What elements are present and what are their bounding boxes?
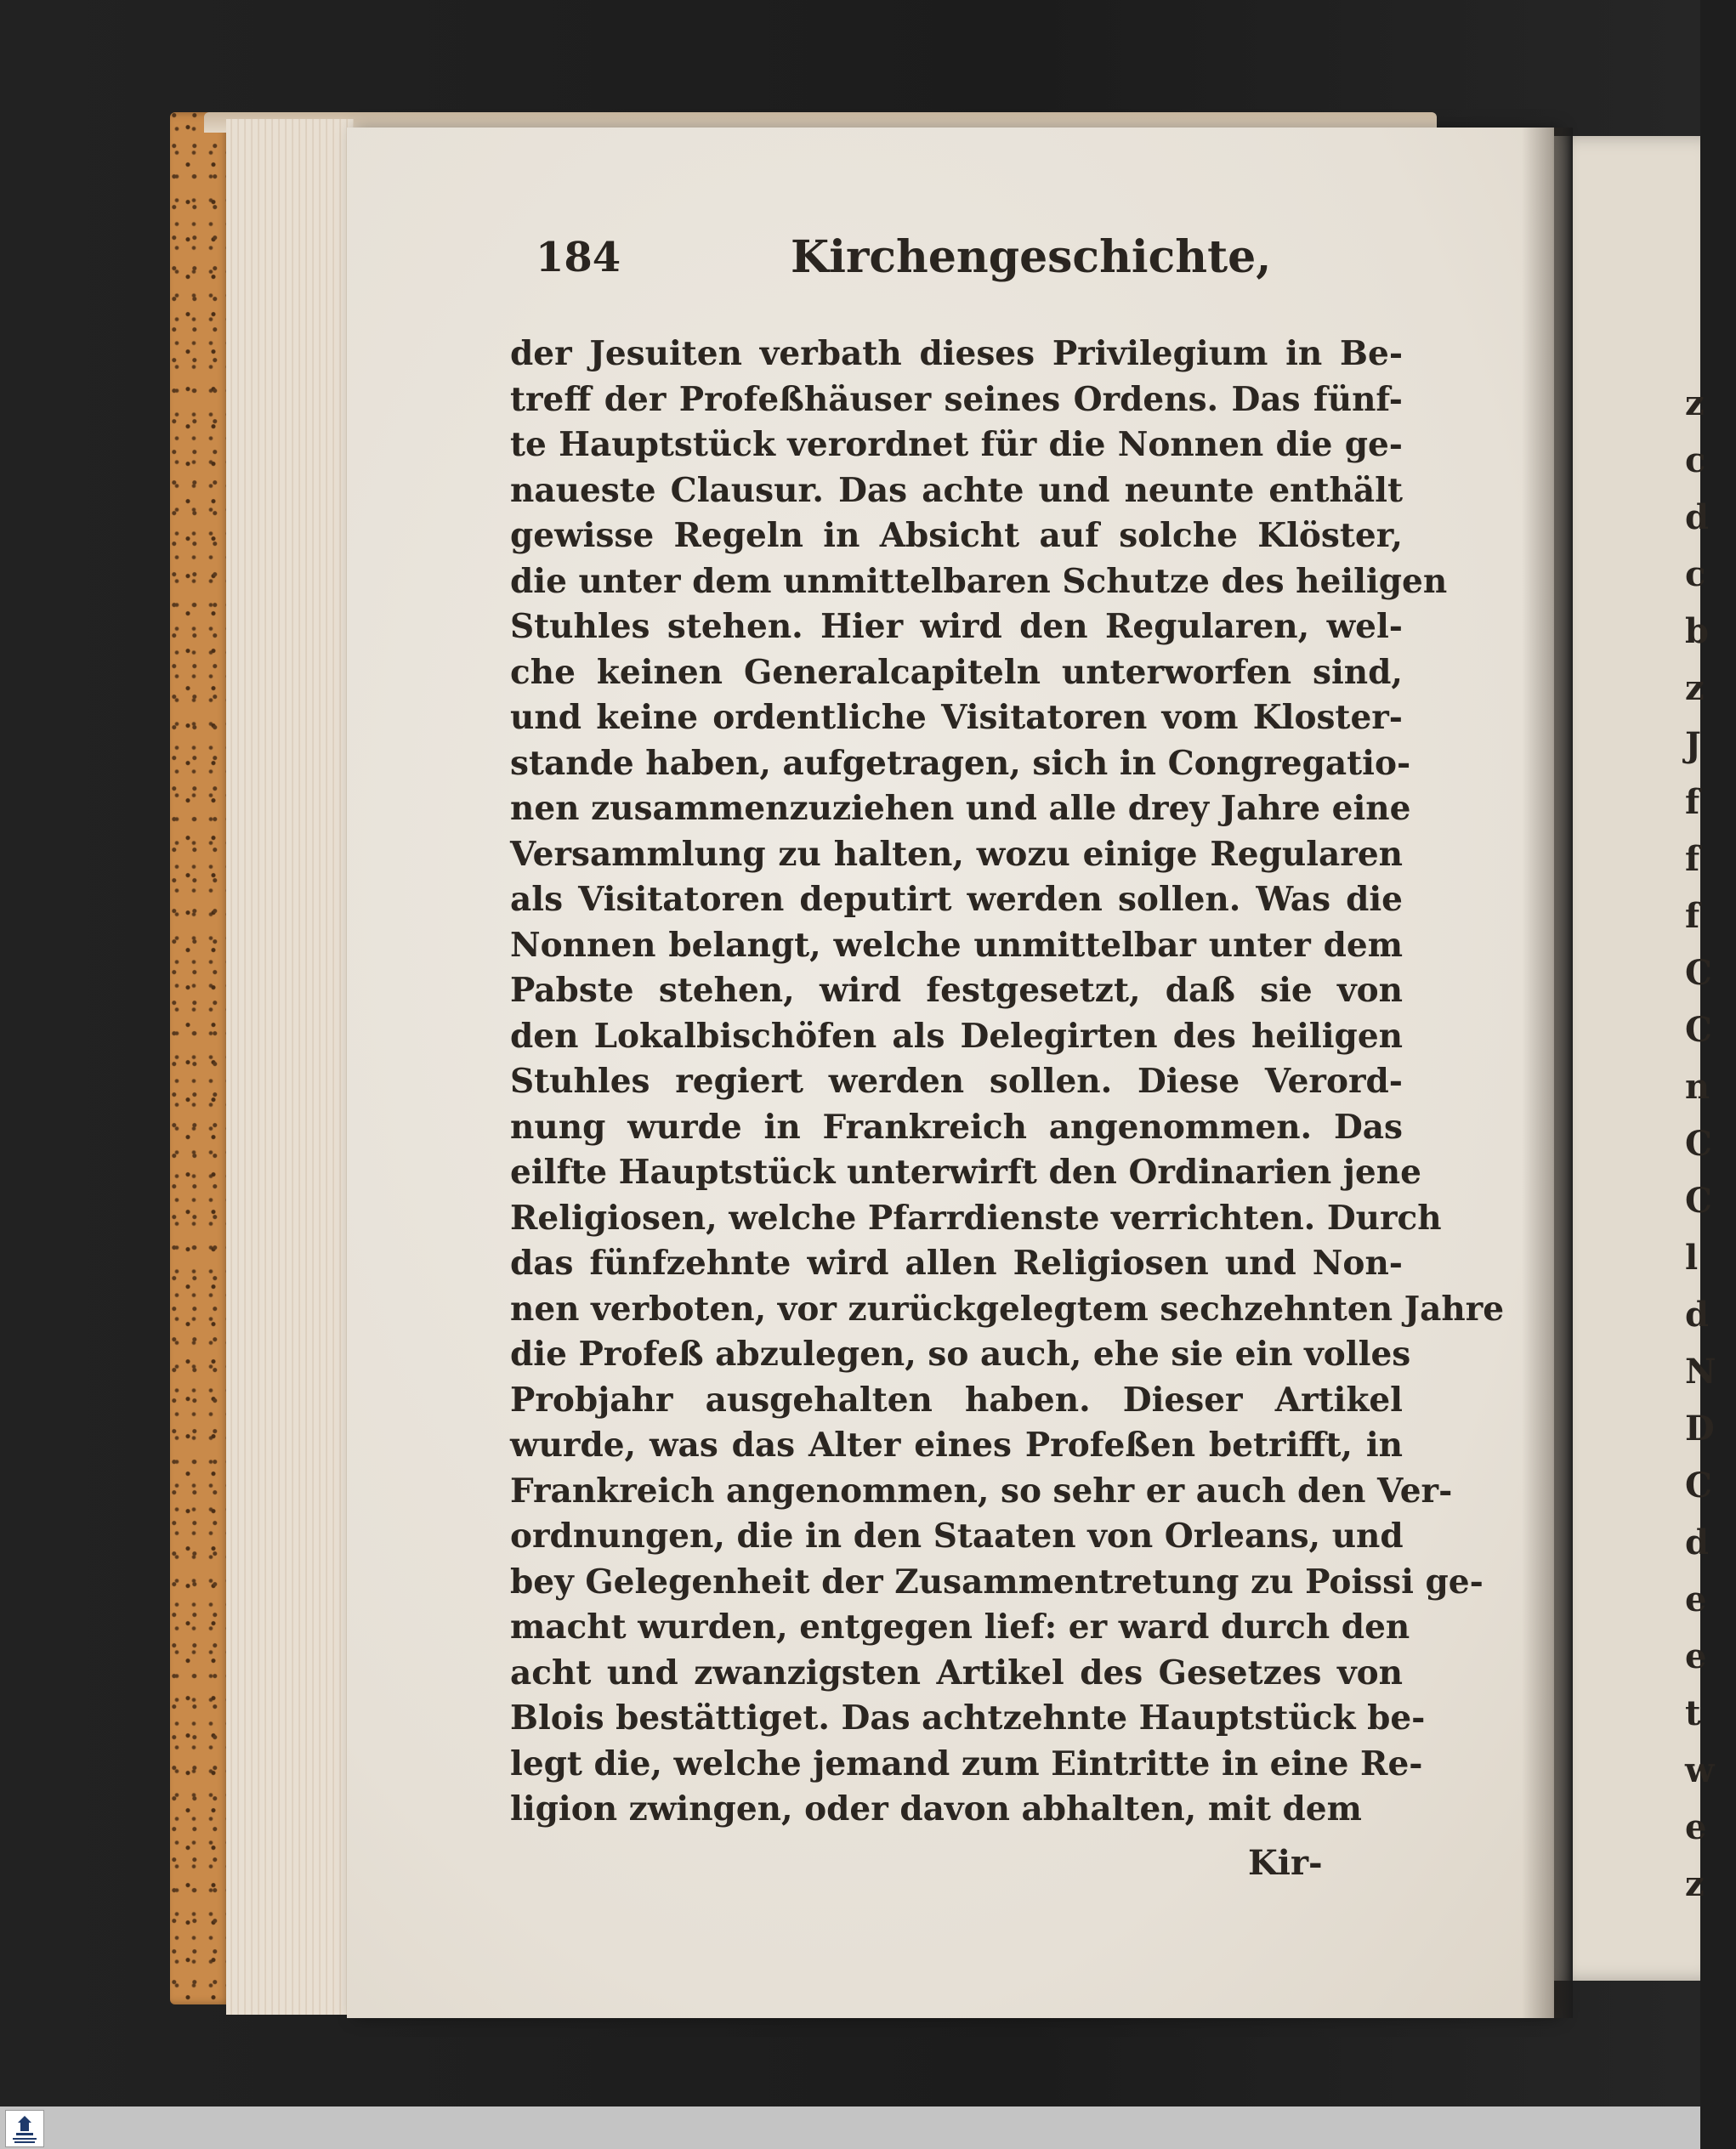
text-line: nung wurde in Frankreich angenommen. Das bbox=[510, 1107, 1403, 1147]
facing-page-fragment: l bbox=[1685, 1238, 1699, 1278]
text-line: Blois bestättiget. Das achtzehnte Hauptstück be- bbox=[510, 1698, 1426, 1738]
text-line: gewisse Regeln in Absicht auf solche Klöster, bbox=[510, 516, 1403, 555]
text-line: Stuhles regiert werden sollen. Diese Verord- bbox=[510, 1062, 1403, 1101]
text-line: che keinen Generalcapiteln unterworfen sind, bbox=[510, 652, 1403, 692]
text-line: acht und zwanzigsten Artikel des Gesetzes von bbox=[510, 1653, 1403, 1693]
text-line: ordnungen, die in den Staaten von Orleans, und bbox=[510, 1517, 1404, 1556]
facing-page-fragment: d bbox=[1685, 1522, 1709, 1562]
text-line: Pabste stehen, wird festgesetzt, daß sie von bbox=[510, 971, 1403, 1010]
text-line: te Hauptstück verordnet für die Nonnen die ge- bbox=[510, 425, 1403, 464]
text-line: treff der Profeßhäuser seines Ordens. Das fünf- bbox=[510, 379, 1403, 419]
facing-page-fragment: C bbox=[1685, 953, 1712, 993]
text-line: wurde, was das Alter eines Profeßen betrifft, in bbox=[510, 1426, 1403, 1465]
text-line: als Visitatoren deputirt werden sollen. Was die bbox=[510, 880, 1403, 919]
text-line: Religiosen, welche Pfarrdienste verrichten. Durch bbox=[510, 1198, 1442, 1238]
text-line: Probjahr ausgehalten haben. Dieser Artikel bbox=[510, 1380, 1403, 1420]
page-number: 184 bbox=[536, 234, 621, 281]
facing-page-fragment: c bbox=[1685, 440, 1706, 480]
text-line: nen zusammenzuziehen und alle drey Jahre eine bbox=[510, 789, 1411, 828]
facing-page-fragment: d bbox=[1685, 497, 1709, 537]
text-line: das fünfzehnte wird allen Religiosen und Non- bbox=[510, 1244, 1403, 1283]
text-line: die Profeß abzulegen, so auch, ehe sie ein volles bbox=[510, 1335, 1411, 1374]
body-text bbox=[510, 332, 1505, 1833]
text-line: Versammlung zu halten, wozu einige Regularen bbox=[510, 834, 1403, 874]
text-line: legt die, welche jemand zum Eintritte in eine Re- bbox=[510, 1744, 1423, 1783]
text-line: ligion zwingen, oder davon abhalten, mit dem bbox=[510, 1789, 1362, 1829]
facing-page-fragment: d bbox=[1685, 1295, 1709, 1335]
text-line: bey Gelegenheit der Zusammentretung zu Poissi ge- bbox=[510, 1562, 1484, 1602]
facing-page-fragment: C bbox=[1685, 1181, 1712, 1221]
text-line: den Lokalbischöfen als Delegirten des heiligen bbox=[510, 1016, 1403, 1056]
facing-page-fragment: t bbox=[1685, 1693, 1701, 1733]
text-line: eilfte Hauptstück unterwirft den Ordinarien jene bbox=[510, 1153, 1421, 1192]
facing-page-fragment: b bbox=[1685, 611, 1709, 651]
facing-page-fragment: w bbox=[1685, 1750, 1715, 1790]
viewer-bottom-bar bbox=[0, 2106, 1700, 2149]
facing-page-fragment: D bbox=[1685, 1409, 1715, 1449]
facing-page-fragment: f bbox=[1685, 896, 1700, 936]
facing-page-fragment: J bbox=[1685, 725, 1701, 765]
text-line: nen verboten, vor zurückgelegtem sechzehnten Jahre bbox=[510, 1289, 1505, 1329]
facing-page-fragment: c bbox=[1685, 554, 1706, 594]
text-line: stande haben, aufgetragen, sich in Congregatio- bbox=[510, 743, 1411, 783]
facing-page-fragment: e bbox=[1685, 1579, 1707, 1619]
facing-page-fragment: e bbox=[1685, 1807, 1707, 1847]
text-line: der Jesuiten verbath dieses Privilegium in Be- bbox=[510, 334, 1403, 373]
text-line: Stuhles stehen. Hier wird den Regularen, wel- bbox=[510, 607, 1403, 646]
catchword: Kir- bbox=[1248, 1843, 1323, 1883]
facing-page-fragment: C bbox=[1685, 1010, 1712, 1050]
text-line: macht wurden, entgegen lief: er ward durch den bbox=[510, 1607, 1410, 1647]
facing-page-fragment: f bbox=[1685, 782, 1700, 822]
text-line: Frankreich angenommen, so sehr er auch den Ver- bbox=[510, 1471, 1453, 1511]
facing-page-fragment: N bbox=[1685, 1352, 1716, 1392]
facing-page-fragment: C bbox=[1685, 1124, 1712, 1164]
text-line: die unter dem unmittelbaren Schutze des heiligen bbox=[510, 561, 1448, 601]
facing-page-fragment: C bbox=[1685, 1466, 1712, 1505]
facing-page-fragment: z bbox=[1685, 1864, 1705, 1904]
facing-page-fragment: z bbox=[1685, 383, 1705, 423]
facing-page-fragment: e bbox=[1685, 1636, 1707, 1676]
text-line: und keine ordentliche Visitatoren vom Kloster- bbox=[510, 698, 1403, 737]
text-line: naueste Clausur. Das achte und neunte enthält bbox=[510, 470, 1403, 510]
page-gutter bbox=[1522, 128, 1573, 2018]
facing-page-fragment: n bbox=[1685, 1067, 1710, 1107]
page-block-edges bbox=[226, 119, 354, 2015]
book-cover-edge bbox=[170, 112, 231, 2004]
facing-page-fragment: z bbox=[1685, 668, 1705, 708]
library-logo-icon bbox=[5, 2110, 44, 2147]
text-line: Nonnen belangt, welche unmittelbar unter dem bbox=[510, 925, 1403, 965]
running-head: Kirchengeschichte, bbox=[791, 231, 1272, 283]
facing-page-fragment: f bbox=[1685, 839, 1700, 879]
